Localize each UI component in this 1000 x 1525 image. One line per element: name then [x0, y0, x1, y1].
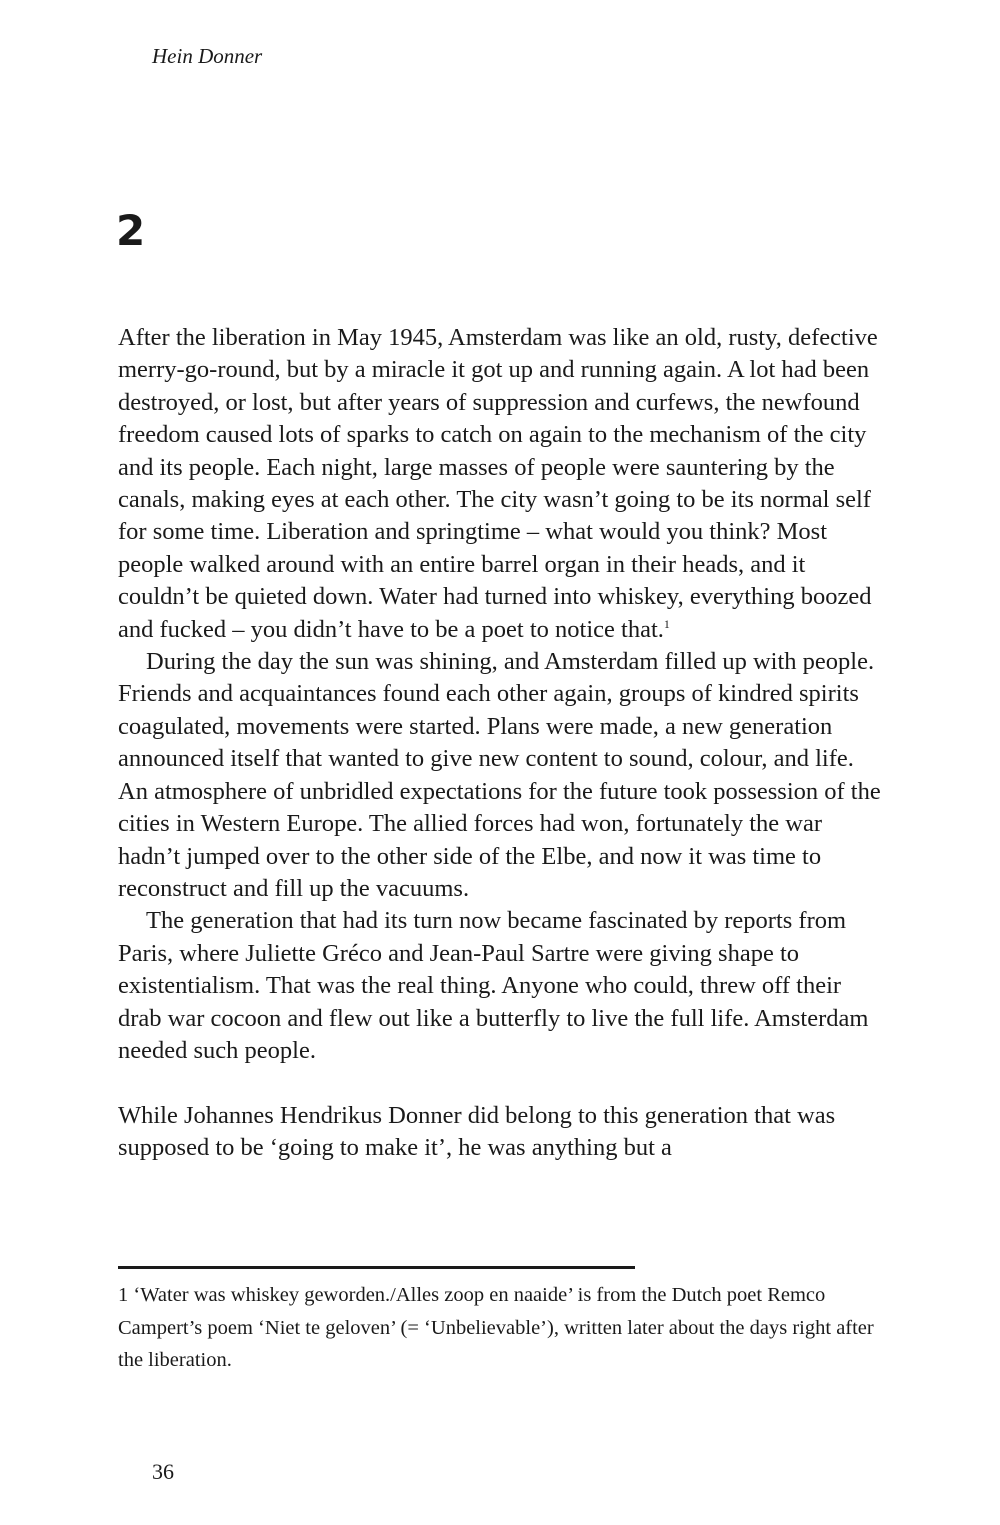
paragraph-1 — [118, 322, 888, 646]
footnote-1: 1 ‘Water was whiskey geworden./Alles zoop en naaide’ is from the Dutch poet Remco Campert’s poem ‘Niet te geloven’ (= ‘Unbelievable’), written later about the days right after the liberation. — [118, 1284, 874, 1371]
page-number: 36 — [152, 1459, 174, 1484]
paragraph-4: While Johannes Hendrikus Donner did belong to this generation that was supposed to be ‘going to make it’, he was anything but a — [118, 1101, 836, 1162]
footnote-reference: 1 — [663, 616, 670, 631]
paragraph-3: The generation that had its turn now became fascinated by reports from Paris, where Juliette Gréco and Jean-Paul Sartre were giving shape to existentialism. That was the real thing. Anyone who could, threw off their drab war cocoon and flew out like a butterfly to live the full life. Amsterdam needed such people. — [118, 907, 869, 1064]
footnote-divider — [118, 1266, 635, 1269]
paragraph-2: During the day the sun was shining, and Amsterdam filled up with people. Friends and acquaintances found each other again, groups of kindred spirits coagulated, movements were started. Plans were made, a new generation announced itself that wanted to give new content to sound, colour, and life. An atmosphere of unbridled expectations for the future took possession of the cities in Western Europe. The allied forces had won, fortunately the war hadn’t jumped over to the other side of the Elbe, and now it was time to reconstruct and fill up the vacuums. — [118, 648, 881, 902]
running-header: Hein Donner — [152, 44, 263, 68]
paragraph-1-text: After the liberation in May 1945, Amsterdam was like an old, rusty, defective merry-go-round, but by a miracle it got up and running again. A lot had been destroyed, or lost, but after years of suppression and curfews, the newfound freedom caused lots of sparks to catch on again to the mechanism of the city and its people. Each night, large masses of people were sauntering by the canals, making eyes at each other. The city wasn’t going to be its normal self for some time. Liberation and springtime – what would you think? Most people walked around with an entire barrel organ in their heads, and it couldn’t be quieted down. Water had turned into whiskey, everything boozed and fucked – you didn’t have to be a poet to notice that. — [118, 324, 878, 643]
chapter-number: 2 — [116, 206, 146, 255]
body-text — [118, 322, 888, 1165]
